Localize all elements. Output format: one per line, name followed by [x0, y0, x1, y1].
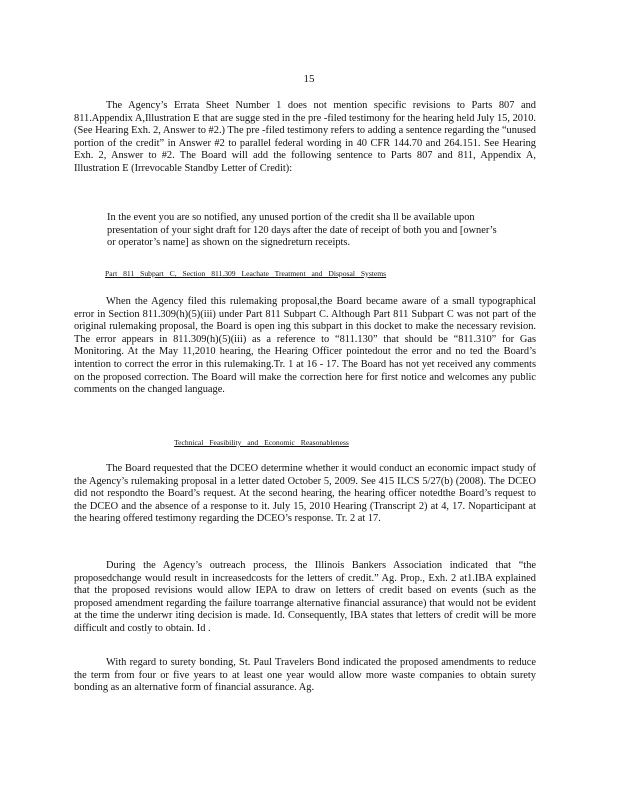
- section-heading-technical-feasibility: Technical Feasibility and Economic Reasonableness: [174, 438, 349, 447]
- paragraph-bankers-association: During the Agency’s outreach process, the Illinois Bankers Association indicated that “the proposedchange would result in increasedcosts for the letters of credit.” Ag. Prop., Exh. 2 at1.IBA explained that the proposed revisions would allow IEPA to draw on letters of credit based on events (such as the proposed amendment regarding the failure toarrange alternative financial assurance) that would not be evident at the time the underwr iting decision is made. Id. Consequently, IBA states that letters of credit will be more difficult and costly to obtain. Id .: [74, 560, 536, 634]
- section-heading-part-811: Part 811 Subpart C, Section 811.309 Leachate Treatment and Disposal Systems: [105, 269, 387, 278]
- paragraph-typographical-error: When the Agency filed this rulemaking proposal,the Board became aware of a small typographical error in Section 811.309(h)(5)(iii) under Part 811 Subpart C. Although Part 811 Subpart C was not part of the original rulemaking proposal, the Board is open ing this subpart in this docket to make the necessary revision. The error appears in 811.309(h)(5)(iii) as a reference to “811.130” that should be “811.310” for Gas Monitoring. At the May 11,2010 hearing, the Hearing Officer pointedout the error and no ted the Board’s intention to correct the error in this rulemaking.Tr. 1 at 16 - 17. The Board has not yet received any comments on the proposed correction. The Board will make the correction here for first notice and welcomes any public comments on the changed language.: [74, 296, 536, 396]
- block-quote-letter-of-credit: In the event you are so notified, any unused portion of the credit sha ll be available upon presentation of your sight draft for 120 days after the date of receipt of both you and [owner’s or operator’s name] as shown on the signedreturn receipts.: [107, 212, 497, 249]
- paragraph-dceo: The Board requested that the DCEO determine whether it would conduct an economic impact study of the Agency’s rulemaking proposal in a letter dated October 5, 2009. See 415 ILCS 5/27(b) (2008). The DCEO did not respondto the Board’s request. At the second hearing, the hearing officer notedthe Board’s request to the DCEO and the absence of a response to it. July 15, 2010 Hearing (Transcript 2) at 4, 17. Noparticipant at the hearing offered testimony regarding the DCEO’s response. Tr. 2 at 17.: [74, 463, 536, 525]
- paragraph-errata: The Agency’s Errata Sheet Number 1 does not mention specific revisions to Parts 807 and 811.Appendix A,Illustration E that are sugge sted in the pre -filed testimony for the hearing held July 15, 2010. (See Hearing Exh. 2, Answer to #2.) The pre -filed testimony refers to adding a sentence regarding the “unused portion of the credit” in Answer #2 to parallel federal wording in 40 CFR 144.70 and 264.151. See Hearing Exh. 2, Answer to #2. The Board will add the following sentence to Parts 807 and 811, Appendix A, Illustration E (Irrevocable Standby Letter of Credit):: [74, 100, 536, 174]
- page-number: 15: [303, 73, 315, 85]
- paragraph-surety-bonding: With regard to surety bonding, St. Paul Travelers Bond indicated the proposed amendments to reduce the term from four or five years to at least one year would allow more waste companies to obtain surety bonding as an alternative form of financial assurance. Ag.: [74, 657, 536, 694]
